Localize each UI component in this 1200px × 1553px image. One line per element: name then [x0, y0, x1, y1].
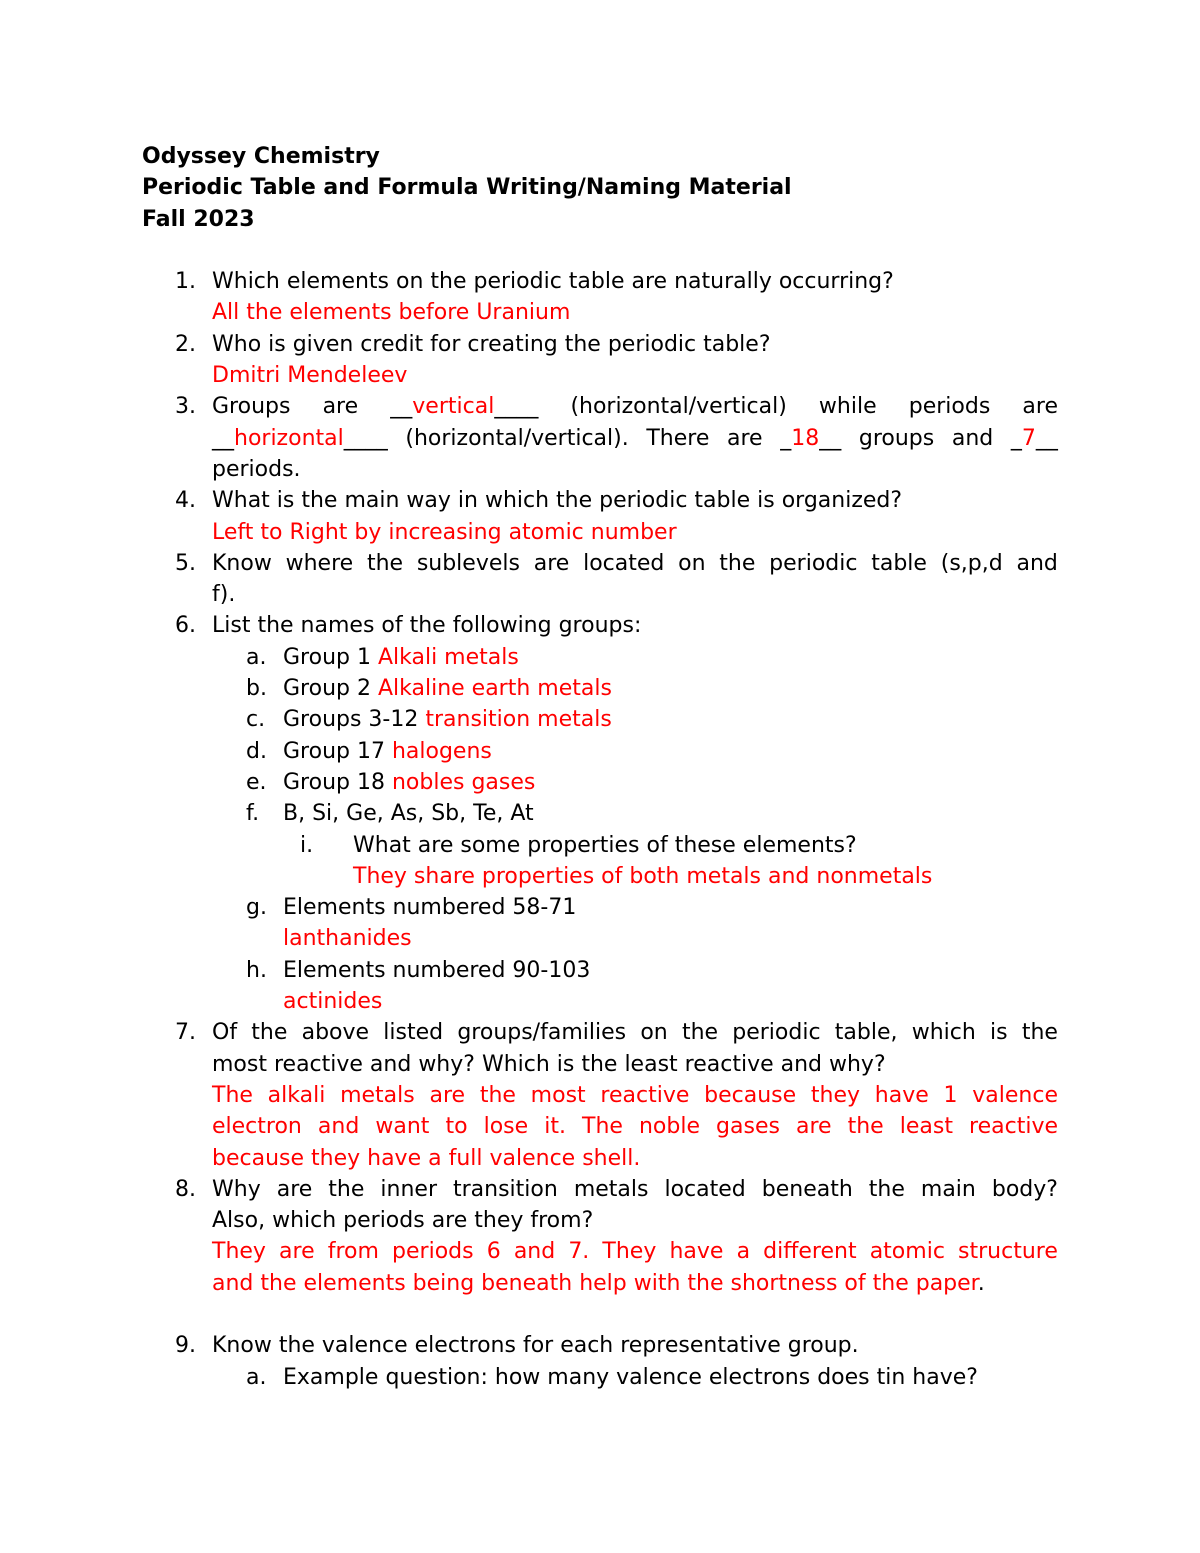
- question-line: [212, 1017, 1058, 1048]
- word: The: [212, 1082, 253, 1108]
- answer-text: lanthanides: [283, 926, 412, 952]
- word: sublevels: [416, 550, 520, 576]
- word: have: [874, 1082, 929, 1108]
- answer-text: horizontal: [234, 425, 344, 451]
- sub-letter: a.: [246, 644, 267, 670]
- word: the: [868, 1176, 905, 1202]
- sub-letter: f.: [246, 801, 260, 827]
- question-text: Which elements on the periodic table are naturally occurring?: [212, 269, 894, 295]
- word: a: [736, 1239, 751, 1265]
- word: the: [479, 1082, 516, 1108]
- word: located: [583, 550, 665, 576]
- answer-line: [212, 1080, 1058, 1111]
- sub-label: Group 1: [283, 644, 378, 670]
- question-text: f).: [212, 582, 236, 608]
- word: noble: [638, 1114, 700, 1140]
- word: because: [704, 1082, 797, 1108]
- blank: ____: [343, 425, 388, 451]
- question-text: What are some properties of these elements?: [353, 832, 857, 858]
- word: 1: [943, 1082, 958, 1108]
- word: metals: [573, 1176, 649, 1202]
- sub-letter: g.: [246, 895, 267, 921]
- sub-item-f-i: [142, 830, 1058, 893]
- word: valence: [972, 1082, 1058, 1108]
- word: periods: [392, 1239, 474, 1265]
- word: (horizontal/vertical): [570, 394, 787, 420]
- spacer: [142, 1299, 1058, 1330]
- word: different: [763, 1239, 857, 1265]
- word: the: [719, 550, 756, 576]
- word: reactive: [969, 1114, 1058, 1140]
- word: (horizontal/vertical).: [405, 425, 629, 451]
- answer-text: Left to Right by increasing atomic number: [212, 519, 677, 545]
- question-number: 1.: [175, 269, 196, 295]
- word: listed: [383, 1020, 444, 1046]
- question-5: [142, 548, 1058, 611]
- sub-item-9a: [142, 1362, 1058, 1393]
- question-2: [142, 329, 1058, 392]
- word: metals: [340, 1082, 415, 1108]
- word: from: [327, 1239, 379, 1265]
- answer-text: Alkaline earth metals: [377, 676, 612, 702]
- sub-item-f: [142, 798, 1058, 829]
- fill-blank: [780, 423, 841, 454]
- sub-letter: d.: [246, 738, 267, 764]
- answer-line: [212, 1111, 1058, 1142]
- sub-label: B, Si, Ge, As, Sb, Te, At: [283, 801, 534, 827]
- word: have: [669, 1239, 724, 1265]
- word: They: [602, 1239, 657, 1265]
- word: inner: [380, 1176, 437, 1202]
- course-title: Odyssey Chemistry: [142, 144, 380, 169]
- word: on: [640, 1020, 668, 1046]
- word: periodic: [769, 550, 858, 576]
- word: most: [530, 1082, 586, 1108]
- answer-text: Dmitri Mendeleev: [212, 363, 408, 389]
- word: while: [818, 394, 877, 420]
- word: table,: [834, 1020, 898, 1046]
- sub-item-h: [142, 955, 1058, 1018]
- sub-item-b: [142, 673, 1058, 704]
- answer-line: [212, 1236, 1058, 1267]
- question-4: [142, 485, 1058, 548]
- word: main: [920, 1176, 976, 1202]
- term-label: Fall 2023: [142, 206, 255, 232]
- sub-letter: e.: [246, 769, 267, 795]
- word: beneath: [761, 1176, 853, 1202]
- word: want: [375, 1114, 430, 1140]
- question-number: 3.: [175, 394, 196, 420]
- word: the: [681, 1020, 719, 1046]
- word: the: [847, 1114, 884, 1140]
- question-line: [212, 391, 1058, 422]
- word: they: [810, 1082, 861, 1108]
- answer-text: because they have a full valence shell.: [212, 1145, 641, 1171]
- word: above: [301, 1020, 370, 1046]
- sub-letter: c.: [246, 707, 266, 733]
- answer-text: All the elements before Uranium: [212, 300, 571, 326]
- word: is: [990, 1020, 1008, 1046]
- question-text: Example question: how many valence electrons does tin have?: [283, 1364, 978, 1390]
- blank: __: [1035, 425, 1058, 451]
- question-text: most reactive and why? Which is the least reactive and why?: [212, 1051, 886, 1077]
- sub-item-d: [142, 736, 1058, 767]
- question-text: periods.: [212, 456, 301, 482]
- sub-letter: a.: [246, 1364, 267, 1390]
- word: the: [251, 1020, 288, 1046]
- answer-text: nobles gases: [391, 769, 536, 795]
- word: and: [317, 1114, 360, 1140]
- sub-label: Group 17: [283, 738, 392, 764]
- question-text: What is the main way in which the periodic table is organized?: [212, 488, 903, 514]
- word: body?: [991, 1176, 1058, 1202]
- word: groups: [858, 425, 935, 451]
- word: periodic: [732, 1020, 821, 1046]
- question-text: List the names of the following groups:: [212, 613, 642, 639]
- word: electron: [212, 1114, 302, 1140]
- word: transition: [453, 1176, 558, 1202]
- word: lose: [483, 1114, 529, 1140]
- word: table: [871, 550, 927, 576]
- word: which: [911, 1020, 976, 1046]
- word: structure: [958, 1239, 1058, 1265]
- sub-letter: h.: [246, 957, 267, 983]
- word: periods: [908, 394, 991, 420]
- question-number: 8.: [175, 1176, 196, 1202]
- question-text: Who is given credit for creating the periodic table?: [212, 331, 771, 357]
- sub-item-a: [142, 642, 1058, 673]
- question-text: Know the valence electrons for each representative group.: [212, 1333, 859, 1359]
- question-8: [142, 1174, 1058, 1299]
- sub-label: Groups 3-12: [283, 707, 426, 733]
- word: on: [678, 550, 706, 576]
- word: The: [582, 1114, 623, 1140]
- word: the: [328, 1176, 365, 1202]
- word: and: [1016, 550, 1058, 576]
- blank: __: [212, 425, 234, 451]
- word: least: [899, 1114, 953, 1140]
- word: gases: [716, 1114, 780, 1140]
- blank: ____: [494, 394, 539, 420]
- sub-label: Group 18: [283, 769, 392, 795]
- word: Of: [212, 1020, 238, 1046]
- word: are: [1022, 394, 1058, 420]
- fill-blank: [390, 391, 538, 422]
- word: and: [951, 425, 994, 451]
- word: to: [445, 1114, 468, 1140]
- question-number: 7.: [175, 1020, 196, 1046]
- word: are: [533, 550, 570, 576]
- blank: __: [819, 425, 842, 451]
- word: 7.: [568, 1239, 590, 1265]
- question-number: 4.: [175, 488, 196, 514]
- question-3: [142, 391, 1058, 485]
- question-9: [142, 1330, 1058, 1361]
- word: They: [212, 1239, 266, 1265]
- sub-label: Elements numbered 58-71: [283, 895, 577, 921]
- answer-text: 18: [791, 425, 820, 451]
- answer-text: Alkali metals: [377, 644, 519, 670]
- word: where: [285, 550, 354, 576]
- word: groups/families: [457, 1020, 627, 1046]
- word: are: [795, 1114, 832, 1140]
- word: 6: [486, 1239, 501, 1265]
- word: Know: [212, 550, 272, 576]
- answer-text: They share properties of both metals and nonmetals: [353, 863, 933, 889]
- word: are: [727, 425, 763, 451]
- word: There: [646, 425, 710, 451]
- word: are: [279, 1239, 315, 1265]
- sub-item-c: [142, 704, 1058, 735]
- question-number: 2.: [175, 331, 196, 357]
- blank: _: [1010, 425, 1022, 451]
- word: Groups: [212, 394, 291, 420]
- question-1: [142, 266, 1058, 329]
- word: Why: [212, 1176, 261, 1202]
- fill-blank: [212, 423, 388, 454]
- fill-blank: [1011, 423, 1058, 454]
- answer-text: vertical: [412, 394, 495, 420]
- word: (s,p,d: [940, 550, 1003, 576]
- question-line: [212, 423, 1058, 454]
- blank: __: [390, 394, 413, 420]
- answer-text: and the elements being beneath help with the shortness of the paper: [212, 1270, 978, 1296]
- document-page: [142, 141, 1058, 1393]
- word: the: [1021, 1020, 1058, 1046]
- sub-label: Elements numbered 90-103: [283, 957, 591, 983]
- word: it.: [544, 1114, 566, 1140]
- question-line: [212, 1174, 1058, 1205]
- word: alkali: [267, 1082, 326, 1108]
- question-number: 6.: [175, 613, 196, 639]
- blank: _: [780, 425, 792, 451]
- spacer: [142, 235, 1058, 266]
- word: and: [513, 1239, 556, 1265]
- word: are: [429, 1082, 466, 1108]
- question-number: 5.: [175, 550, 196, 576]
- word: located: [664, 1176, 746, 1202]
- question-number: 9.: [175, 1333, 196, 1359]
- question-7: [142, 1017, 1058, 1173]
- answer-text: transition metals: [425, 707, 612, 733]
- word: are: [322, 394, 359, 420]
- sub-item-g: [142, 892, 1058, 955]
- word: the: [366, 550, 404, 576]
- word: reactive: [600, 1082, 690, 1108]
- question-text: Also, which periods are they from?: [212, 1208, 594, 1234]
- sub-item-e: [142, 767, 1058, 798]
- sub-letter: b.: [246, 676, 267, 702]
- answer-text: 7: [1021, 425, 1036, 451]
- period: .: [977, 1270, 985, 1296]
- sub-roman: i.: [300, 832, 314, 858]
- word: atomic: [869, 1239, 945, 1265]
- word: are: [276, 1176, 313, 1202]
- document-title: Periodic Table and Formula Writing/Naming Material: [142, 175, 792, 201]
- question-6: [142, 610, 1058, 641]
- answer-text: actinides: [283, 989, 383, 1015]
- sub-label: Group 2: [283, 676, 378, 702]
- question-line: [212, 548, 1058, 579]
- answer-text: halogens: [391, 738, 492, 764]
